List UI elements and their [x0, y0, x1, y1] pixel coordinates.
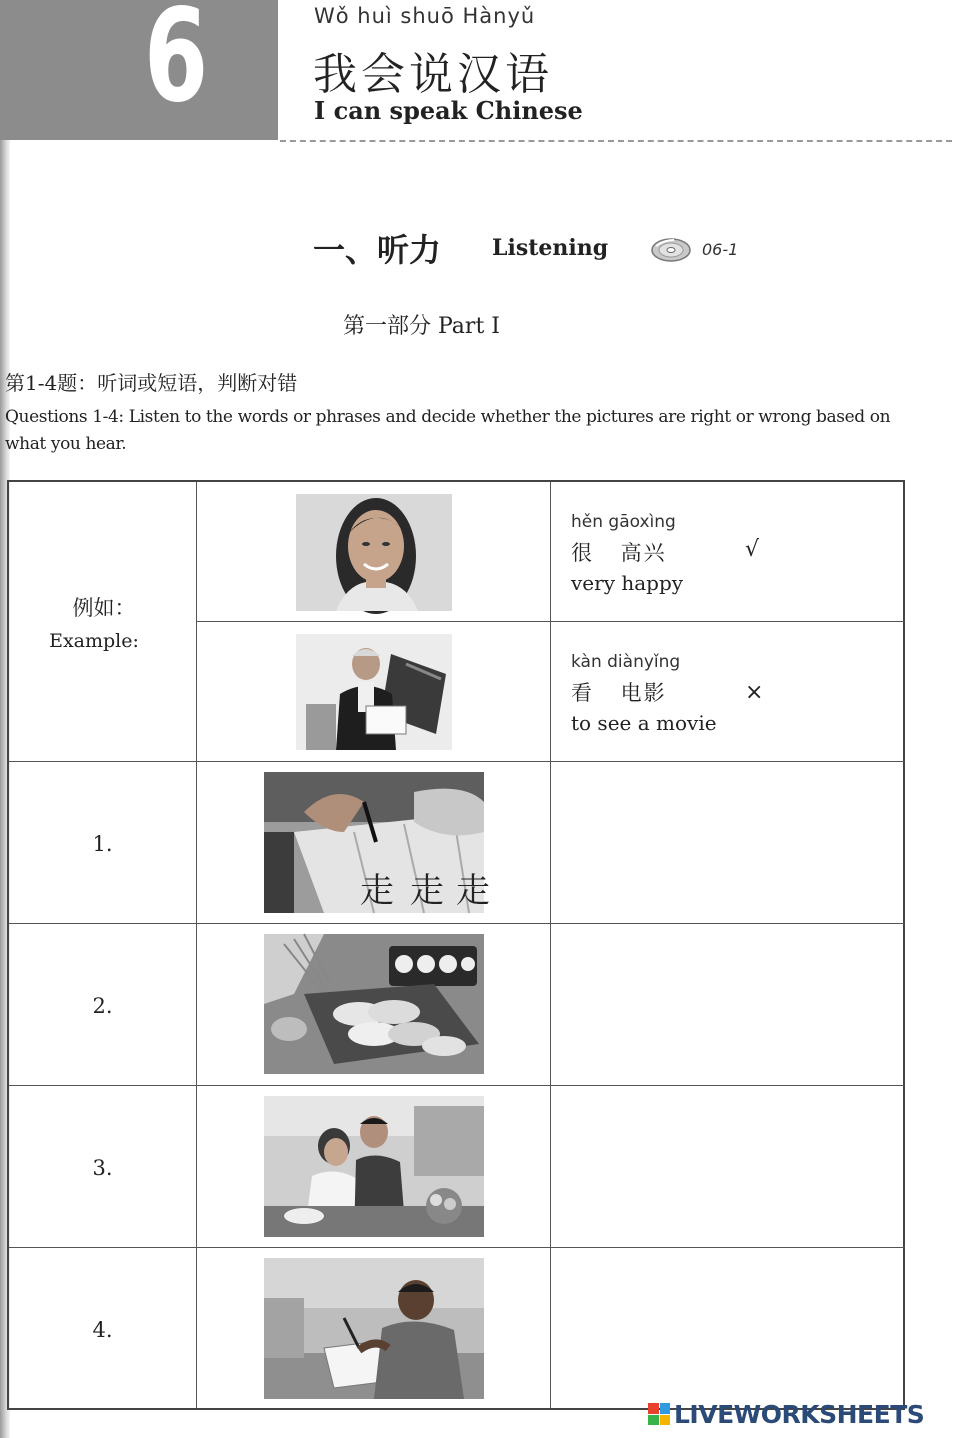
- svg-text:走: 走: [456, 871, 490, 911]
- question-1-number: 1.: [92, 832, 113, 856]
- sushi-plate-photo: [264, 934, 484, 1074]
- section-title-chinese: 一、听力: [313, 231, 442, 269]
- example-1-hanzi: 很 高兴: [571, 541, 667, 565]
- example-label-english: Example:: [49, 630, 139, 652]
- row-divider: [9, 1247, 905, 1248]
- title-english: I can speak Chinese: [314, 96, 583, 125]
- example-1-check-mark: √: [745, 537, 760, 562]
- man-in-seat-reading-photo: [296, 634, 452, 750]
- question-2-number: 2.: [92, 994, 113, 1018]
- instructions-chinese: 第1-4题：听词或短语，判断对错: [5, 371, 298, 395]
- title-pinyin: Wǒ huì shuō Hànyǔ: [314, 4, 536, 28]
- example-label-chinese: 例如：: [72, 596, 136, 620]
- title-chinese: 我会说汉语: [313, 49, 553, 100]
- calligraphy-writing-photo: [264, 772, 490, 913]
- lesson-number: 6: [143, 0, 209, 131]
- boy-writing-photo: [264, 1258, 484, 1399]
- audio-cd-icon[interactable]: [650, 236, 692, 264]
- exercise-table: [7, 480, 905, 1410]
- svg-text:走: 走: [360, 871, 394, 911]
- row-divider: [9, 923, 905, 924]
- part-title: 第一部分 Part Ⅰ: [343, 314, 500, 339]
- watermark-text: LIVEWORKSHEETS: [674, 1399, 925, 1429]
- section-title-english: Listening: [492, 235, 609, 261]
- smiling-woman-photo: [296, 494, 452, 611]
- example-1-english: very happy: [571, 571, 684, 595]
- question-4-number: 4.: [92, 1318, 113, 1342]
- header-divider: [280, 140, 952, 142]
- row-divider: [9, 1085, 905, 1086]
- example-2-english: to see a movie: [571, 711, 717, 735]
- question-3-number: 3.: [92, 1156, 113, 1180]
- row-divider: [9, 761, 905, 762]
- example-2-pinyin: kàn diànyǐng: [571, 652, 681, 672]
- liveworksheets-logo-icon: [648, 1403, 670, 1425]
- lesson-number-block: [0, 0, 278, 140]
- instructions-english: Questions 1-4: Listen to the words or phrases and decide whether the pictures are right or wrong based on what you hear.: [5, 407, 891, 454]
- liveworksheets-watermark[interactable]: [648, 1400, 924, 1428]
- audio-track-code: 06-1: [702, 240, 739, 259]
- couple-cooking-photo: [264, 1096, 484, 1237]
- svg-text:走: 走: [410, 871, 444, 911]
- example-1-pinyin: hěn gāoxìng: [571, 512, 676, 532]
- example-2-hanzi: 看 电影: [571, 681, 667, 705]
- example-2-cross-mark: ×: [745, 680, 764, 705]
- row-divider: [196, 621, 905, 622]
